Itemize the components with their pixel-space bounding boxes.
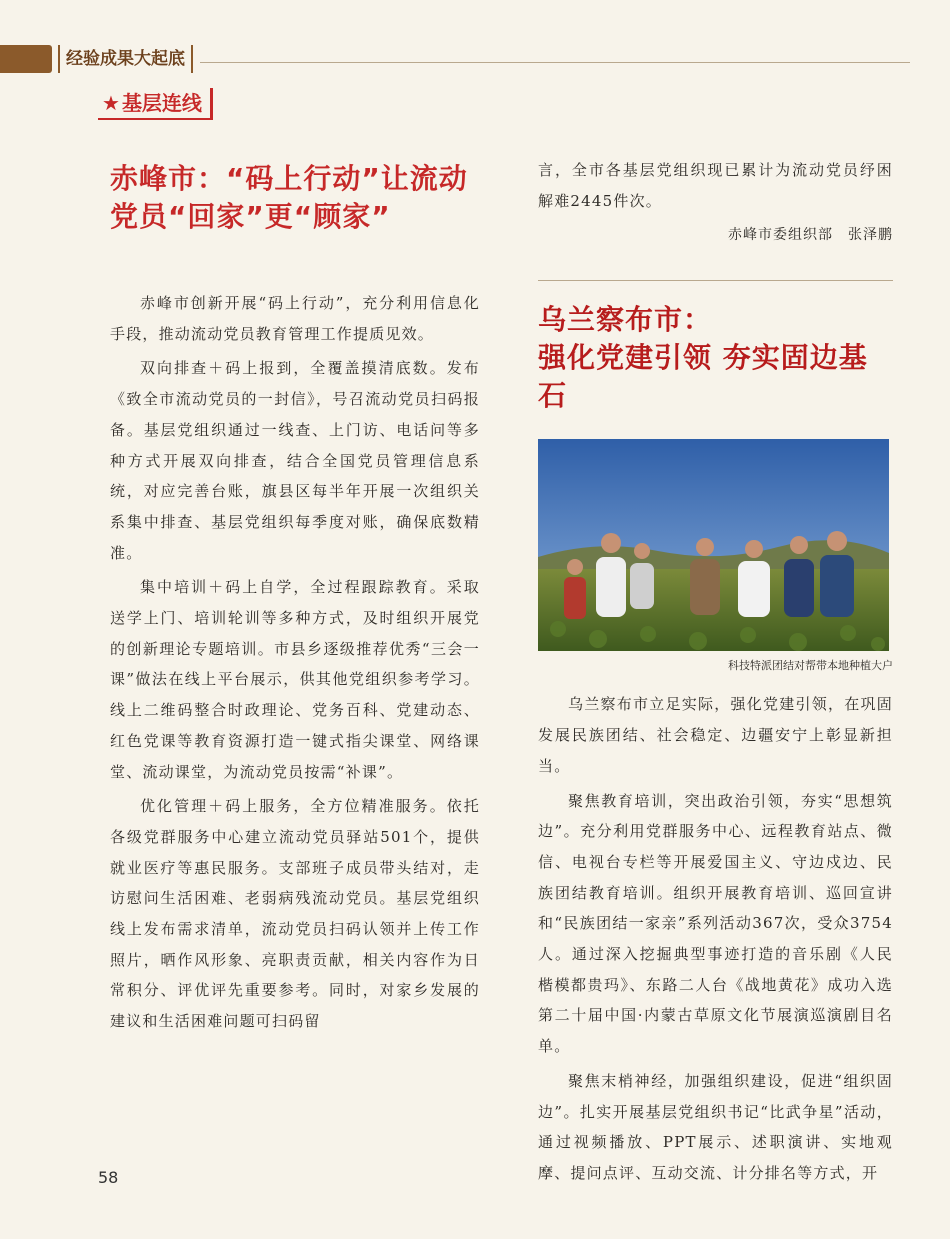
article1-signature: 赤峰市委组织部 张泽鹏 [728, 227, 893, 244]
article-separator [538, 280, 893, 281]
section-title: 经验成果大起底 [58, 45, 193, 73]
article2-title: 乌兰察布市： 强化党建引领 夯实固边基石 [538, 303, 868, 413]
article2-paragraph: 乌兰察布市立足实际，强化党建引领，在巩固发展民族团结、社会稳定、边疆安宁上彰显新担当。 [538, 695, 893, 775]
photo-caption: 科技特派团结对帮带本地种植大户 [728, 659, 893, 673]
column-badge [98, 88, 213, 120]
article1-column [110, 160, 480, 1037]
article2-photo [538, 439, 889, 651]
header-accent-bar [0, 45, 52, 73]
article2-paragraph: 聚焦教育培训，突出政治引领，夯实“思想筑边”。充分利用党群服务中心、远程教育站点、微信、电视台专栏等开展爱国主义、守边戍边、民族团结教育培训。组织开展教育培训、巡回宣讲和“民族团结一家亲”系列活动367次，受众3754人。通过深入挖掘典型事迹打造的音乐剧《人民楷模都贵玛》、东路二人台《战地黄花》成功入选第二十届中国·内蒙古草原文化节展演巡演剧目名单。 [538, 791, 893, 1056]
right-column [538, 155, 893, 1189]
field-photo-illustration [538, 439, 889, 651]
article1-paragraph: 双向排查＋码上报到，全覆盖摸清底数。发布《致全市流动党员的一封信》，号召流动党员扫码报备。基层党组织通过一线查、上门访、电话问等多种方式开展双向排查，结合全国党员管理信息系统，对应完善台账，旗县区每半年开展一次组织关系集中排查、基层党组织每季度对账，确保底数精准。 [110, 359, 480, 562]
article1-title: 赤峰市：“码上行动”让流动 党员“回家”更“顾家” [110, 162, 468, 233]
star-icon: ★ [102, 91, 120, 115]
article1-continuation: 言，全市各基层党组织现已累计为流动党员纾困解难2445件次。 [538, 161, 893, 210]
header-divider [200, 62, 910, 63]
article2-paragraph: 聚焦末梢神经，加强组织建设，促进“组织固边”。扎实开展基层党组织书记“比武争星”活动，通过视频播放、PPT展示、述职演讲、实地观摩、提问点评、互动交流、计分排名等方式，开 [538, 1071, 893, 1182]
article1-paragraph: 赤峰市创新开展“码上行动”，充分利用信息化手段，推动流动党员教育管理工作提质见效。 [110, 294, 480, 343]
article1-paragraph: 集中培训＋码上自学，全过程跟踪教育。采取送学上门、培训轮训等多种方式，及时组织开展党的创新理论专题培训。市县乡逐级推荐优秀“三会一课”做法在线上平台展示，供其他党组织参考学习。线上二维码整合时政理论、党务百科、党建动态、红色党课等教育资源打造一键式指尖课堂、网络课堂、流动课堂，为流动党员按需“补课”。 [110, 578, 480, 781]
column-label: 基层连线 [121, 91, 202, 115]
page-number: 58 [98, 1168, 119, 1187]
article1-paragraph: 优化管理＋码上服务，全方位精准服务。依托各级党群服务中心建立流动党员驿站501个，提供就业医疗等惠民服务。支部班子成员带头结对，走访慰问生活困难、老弱病残流动党员。基层党组织线上发布需求清单，流动党员扫码认领并上传工作照片，晒作风形象、亮职责贡献，相关内容作为日常积分、评优评先重要参考。同时，对家乡发展的建议和生活困难问题可扫码留 [110, 797, 480, 1031]
